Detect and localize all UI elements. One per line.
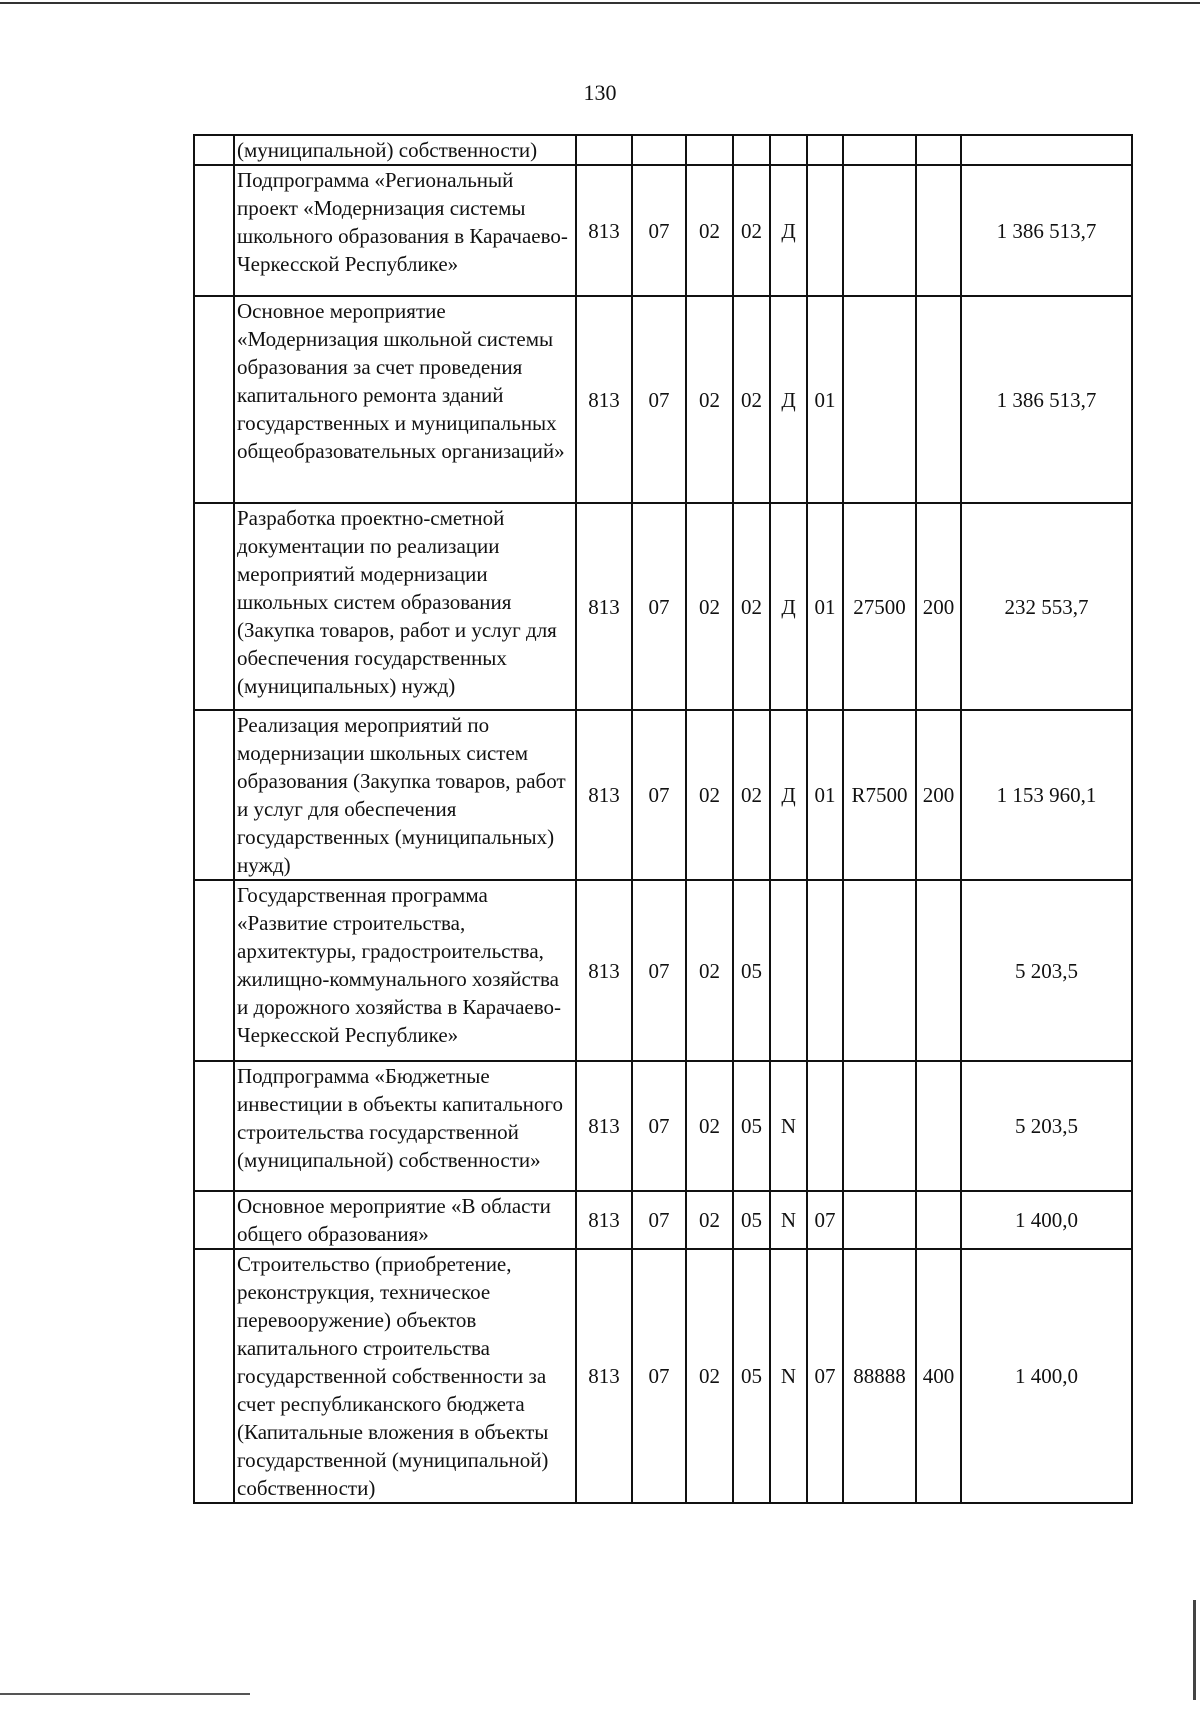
budget-table-body: [194, 135, 1132, 1503]
event-code-cell: [807, 135, 843, 165]
ministry-code-cell: [576, 135, 632, 165]
expense-type-cell: [916, 296, 961, 503]
direction-code-cell: [843, 135, 916, 165]
direction-code-cell: [843, 1061, 916, 1191]
section-code-cell: [632, 135, 686, 165]
item-name-cell: Подпрограмма «Региональный проект «Модернизация системы школьного образования в Карачаево-Черкесской Республике»: [234, 165, 576, 296]
program-code-cell: 02: [733, 710, 770, 880]
ministry-code-cell: 813: [576, 503, 632, 710]
item-name-cell: Реализация мероприятий по модернизации школьных систем образования (Закупка товаров, работ и услуг для обеспечения государственных (муниципальных) нужд): [234, 710, 576, 880]
amount-cell: 232 553,7: [961, 503, 1132, 710]
table-row: [194, 503, 1132, 710]
ministry-code-cell: 813: [576, 165, 632, 296]
amount-cell: 1 400,0: [961, 1249, 1132, 1503]
section-code-cell: 07: [632, 710, 686, 880]
program-code-cell: 05: [733, 1061, 770, 1191]
subsection-code-cell: 02: [686, 1061, 733, 1191]
row-marker-cell: [194, 503, 234, 710]
direction-code-cell: [843, 1191, 916, 1249]
table-row: [194, 1249, 1132, 1503]
subsection-code-cell: 02: [686, 710, 733, 880]
expense-type-cell: 200: [916, 503, 961, 710]
expense-type-cell: [916, 880, 961, 1061]
table-row: [194, 710, 1132, 880]
scan-edge-bottom: [0, 1693, 250, 1695]
subprogram-code-cell: N: [770, 1191, 807, 1249]
direction-code-cell: 27500: [843, 503, 916, 710]
table-row: [194, 165, 1132, 296]
section-code-cell: 07: [632, 1249, 686, 1503]
program-code-cell: 02: [733, 296, 770, 503]
direction-code-cell: [843, 296, 916, 503]
direction-code-cell: [843, 165, 916, 296]
subsection-code-cell: 02: [686, 503, 733, 710]
subsection-code-cell: 02: [686, 880, 733, 1061]
table-row: [194, 1191, 1132, 1249]
program-code-cell: 02: [733, 503, 770, 710]
item-name-cell: (муниципальной) собственности): [234, 135, 576, 165]
subsection-code-cell: 02: [686, 1191, 733, 1249]
section-code-cell: 07: [632, 503, 686, 710]
row-marker-cell: [194, 710, 234, 880]
expense-type-cell: 200: [916, 710, 961, 880]
section-code-cell: 07: [632, 1191, 686, 1249]
direction-code-cell: 88888: [843, 1249, 916, 1503]
subsection-code-cell: 02: [686, 165, 733, 296]
expense-type-cell: [916, 165, 961, 296]
budget-table: [193, 134, 1133, 1504]
ministry-code-cell: 813: [576, 1061, 632, 1191]
subsection-code-cell: 02: [686, 1249, 733, 1503]
item-name-cell: Подпрограмма «Бюджетные инвестиции в объекты капитального строительства государственной (муниципальной) собственности»: [234, 1061, 576, 1191]
subsection-code-cell: 02: [686, 296, 733, 503]
program-code-cell: 02: [733, 165, 770, 296]
subprogram-code-cell: [770, 880, 807, 1061]
direction-code-cell: R7500: [843, 710, 916, 880]
amount-cell: [961, 135, 1132, 165]
event-code-cell: 07: [807, 1191, 843, 1249]
program-code-cell: 05: [733, 1191, 770, 1249]
amount-cell: 5 203,5: [961, 1061, 1132, 1191]
event-code-cell: 07: [807, 1249, 843, 1503]
amount-cell: 1 386 513,7: [961, 296, 1132, 503]
ministry-code-cell: 813: [576, 1191, 632, 1249]
program-code-cell: 05: [733, 1249, 770, 1503]
amount-cell: 1 400,0: [961, 1191, 1132, 1249]
direction-code-cell: [843, 880, 916, 1061]
item-name-cell: Государственная программа «Развитие строительства, архитектуры, градостроительства, жилищно-коммунального хозяйства и дорожного хозяйства в Карачаево-Черкесской Республике»: [234, 880, 576, 1061]
amount-cell: 5 203,5: [961, 880, 1132, 1061]
subprogram-code-cell: N: [770, 1249, 807, 1503]
subsection-code-cell: [686, 135, 733, 165]
item-name-cell: Основное мероприятие «В области общего образования»: [234, 1191, 576, 1249]
row-marker-cell: [194, 1191, 234, 1249]
section-code-cell: 07: [632, 296, 686, 503]
scan-edge-top: [0, 2, 1200, 4]
event-code-cell: 01: [807, 710, 843, 880]
row-marker-cell: [194, 296, 234, 503]
table-row: [194, 880, 1132, 1061]
subprogram-code-cell: Д: [770, 296, 807, 503]
section-code-cell: 07: [632, 165, 686, 296]
event-code-cell: 01: [807, 503, 843, 710]
item-name-cell: Основное мероприятие «Модернизация школьной системы образования за счет проведения капитального ремонта зданий государственных и муниципальных общеобразовательных организаций»: [234, 296, 576, 503]
ministry-code-cell: 813: [576, 296, 632, 503]
scan-edge-right: [1193, 1600, 1196, 1700]
expense-type-cell: [916, 1191, 961, 1249]
expense-type-cell: [916, 135, 961, 165]
event-code-cell: 01: [807, 296, 843, 503]
row-marker-cell: [194, 880, 234, 1061]
event-code-cell: [807, 165, 843, 296]
expense-type-cell: [916, 1061, 961, 1191]
row-marker-cell: [194, 135, 234, 165]
ministry-code-cell: 813: [576, 1249, 632, 1503]
subprogram-code-cell: Д: [770, 503, 807, 710]
subprogram-code-cell: Д: [770, 710, 807, 880]
subprogram-code-cell: Д: [770, 165, 807, 296]
subprogram-code-cell: [770, 135, 807, 165]
expense-type-cell: 400: [916, 1249, 961, 1503]
item-name-cell: Разработка проектно-сметной документации по реализации мероприятий модернизации школьных систем образования (Закупка товаров, работ и услуг для обеспечения государственных (муниципальных) нужд): [234, 503, 576, 710]
event-code-cell: [807, 880, 843, 1061]
event-code-cell: [807, 1061, 843, 1191]
section-code-cell: 07: [632, 1061, 686, 1191]
table-row: [194, 135, 1132, 165]
item-name-cell: Строительство (приобретение, реконструкция, техническое перевооружение) объектов капитального строительства государственной собственности за счет республиканского бюджета (Капитальные вложения в объекты государственной (муниципальной) собственности): [234, 1249, 576, 1503]
page-number: 130: [583, 80, 617, 105]
row-marker-cell: [194, 1249, 234, 1503]
section-code-cell: 07: [632, 880, 686, 1061]
table-row: [194, 1061, 1132, 1191]
amount-cell: 1 153 960,1: [961, 710, 1132, 880]
subprogram-code-cell: N: [770, 1061, 807, 1191]
program-code-cell: 05: [733, 880, 770, 1061]
program-code-cell: [733, 135, 770, 165]
ministry-code-cell: 813: [576, 710, 632, 880]
row-marker-cell: [194, 165, 234, 296]
table-row: [194, 296, 1132, 503]
row-marker-cell: [194, 1061, 234, 1191]
ministry-code-cell: 813: [576, 880, 632, 1061]
amount-cell: 1 386 513,7: [961, 165, 1132, 296]
